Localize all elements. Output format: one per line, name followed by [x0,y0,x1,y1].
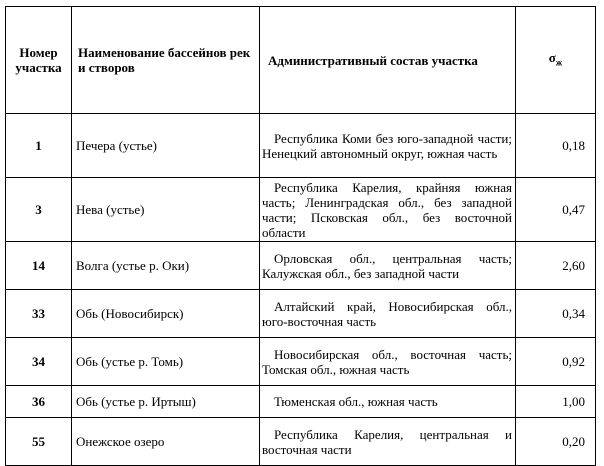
row-admin [260,418,516,466]
row-admin [260,178,516,242]
row-admin [260,242,516,290]
header-row [6,7,596,114]
row-admin-text: Республика Карелия, центральная и восточная части [262,426,512,457]
table-row [6,386,596,418]
header-number: Номер участка [6,7,72,114]
row-number: 3 [6,178,72,242]
row-sigma: 0,20 [516,418,596,466]
table-row [6,178,596,242]
row-admin-text: Новосибирская обл., восточная часть; Томская обл., южная часть [262,346,512,377]
row-admin-text: Алтайский край, Новосибирская обл., юго-восточная часть [262,298,512,329]
table-row [6,290,596,338]
row-number: 14 [6,242,72,290]
row-number: 34 [6,338,72,386]
row-basin: Волга (устье р. Оки) [72,242,260,290]
row-admin [260,290,516,338]
row-admin-text: Республика Коми без юго-западной части; Ненецкий автономный округ, южная часть [262,130,512,161]
sigma-symbol: σ [548,49,556,65]
row-basin: Нева (устье) [72,178,260,242]
sigma-subscript: ж [555,57,563,68]
table-row [6,242,596,290]
header-admin: Административный состав участка [260,7,516,114]
row-sigma: 0,92 [516,338,596,386]
header-basin: Наименование бассейнов рек и створов [72,7,260,114]
row-basin: Онежское озеро [72,418,260,466]
row-sigma: 0,47 [516,178,596,242]
row-sigma: 0,18 [516,114,596,178]
row-admin-text: Тюменская обл., южная часть [274,394,438,409]
table-row [6,418,596,466]
row-admin [260,114,516,178]
row-admin [260,386,516,418]
row-admin-text: Республика Карелия, крайняя южная часть; Ленинградская обл., без западной части; Псковская обл., без восточной области [262,179,512,240]
row-sigma: 0,34 [516,290,596,338]
row-admin-text: Орловская обл., центральная часть; Калужская обл., без западной части [262,250,512,281]
row-basin: Обь (устье р. Томь) [72,338,260,386]
row-sigma: 2,60 [516,242,596,290]
row-number: 1 [6,114,72,178]
header-sigma [516,7,596,114]
row-basin: Печера (устье) [72,114,260,178]
row-number: 36 [6,386,72,418]
row-admin [260,338,516,386]
row-basin: Обь (Новосибирск) [72,290,260,338]
row-basin: Обь (устье р. Иртыш) [72,386,260,418]
basin-table [5,6,596,466]
row-number: 33 [6,290,72,338]
row-sigma: 1,00 [516,386,596,418]
table-row [6,338,596,386]
table-row [6,114,596,178]
row-number: 55 [6,418,72,466]
